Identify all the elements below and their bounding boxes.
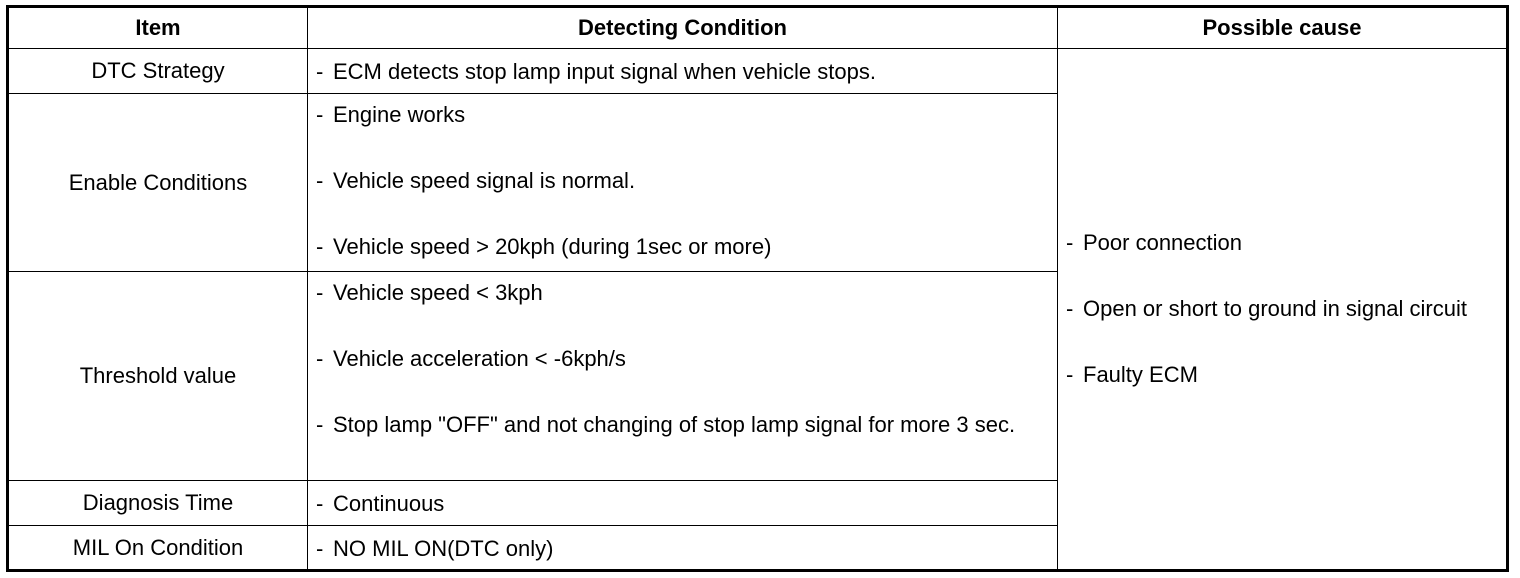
condition-item: - Vehicle acceleration < -6kph/s [316, 345, 1057, 373]
condition-cell [308, 49, 1058, 94]
cause-item: - Open or short to ground in signal circuit [1066, 295, 1486, 323]
condition-cell [308, 526, 1058, 571]
dtc-spec-table [6, 5, 1509, 572]
item-cell: DTC Strategy [8, 49, 308, 94]
cause-item: - Poor connection [1066, 229, 1486, 257]
condition-cell [308, 272, 1058, 481]
cause-item: - Faulty ECM [1066, 361, 1486, 389]
header-item: Item [8, 7, 308, 49]
condition-list [316, 58, 1057, 86]
row-dtc-strategy [8, 49, 1508, 94]
condition-item: - Continuous [316, 490, 1057, 518]
header-row [8, 7, 1508, 49]
condition-item: - ECM detects stop lamp input signal when vehicle stops. [316, 58, 1057, 86]
condition-list [316, 279, 1057, 439]
condition-item: - Vehicle speed < 3kph [316, 279, 1057, 307]
item-cell: Enable Conditions [8, 94, 308, 272]
condition-item: - NO MIL ON(DTC only) [316, 535, 1057, 563]
header-possible-cause: Possible cause [1058, 7, 1508, 49]
condition-list [316, 535, 1057, 563]
condition-item: - Engine works [316, 101, 1057, 129]
condition-item: - Stop lamp "OFF" and not changing of stop lamp signal for more 3 sec. [316, 411, 1057, 439]
item-cell: Threshold value [8, 272, 308, 481]
condition-cell [308, 481, 1058, 526]
condition-item: - Vehicle speed > 20kph (during 1sec or more) [316, 233, 1057, 261]
header-detecting-condition: Detecting Condition [308, 7, 1058, 49]
cause-list [1066, 229, 1486, 389]
item-cell: Diagnosis Time [8, 481, 308, 526]
condition-item: - Vehicle speed signal is normal. [316, 167, 1057, 195]
item-cell: MIL On Condition [8, 526, 308, 571]
condition-list [316, 490, 1057, 518]
condition-cell [308, 94, 1058, 272]
condition-list [316, 101, 1057, 261]
possible-cause-cell [1058, 49, 1508, 571]
